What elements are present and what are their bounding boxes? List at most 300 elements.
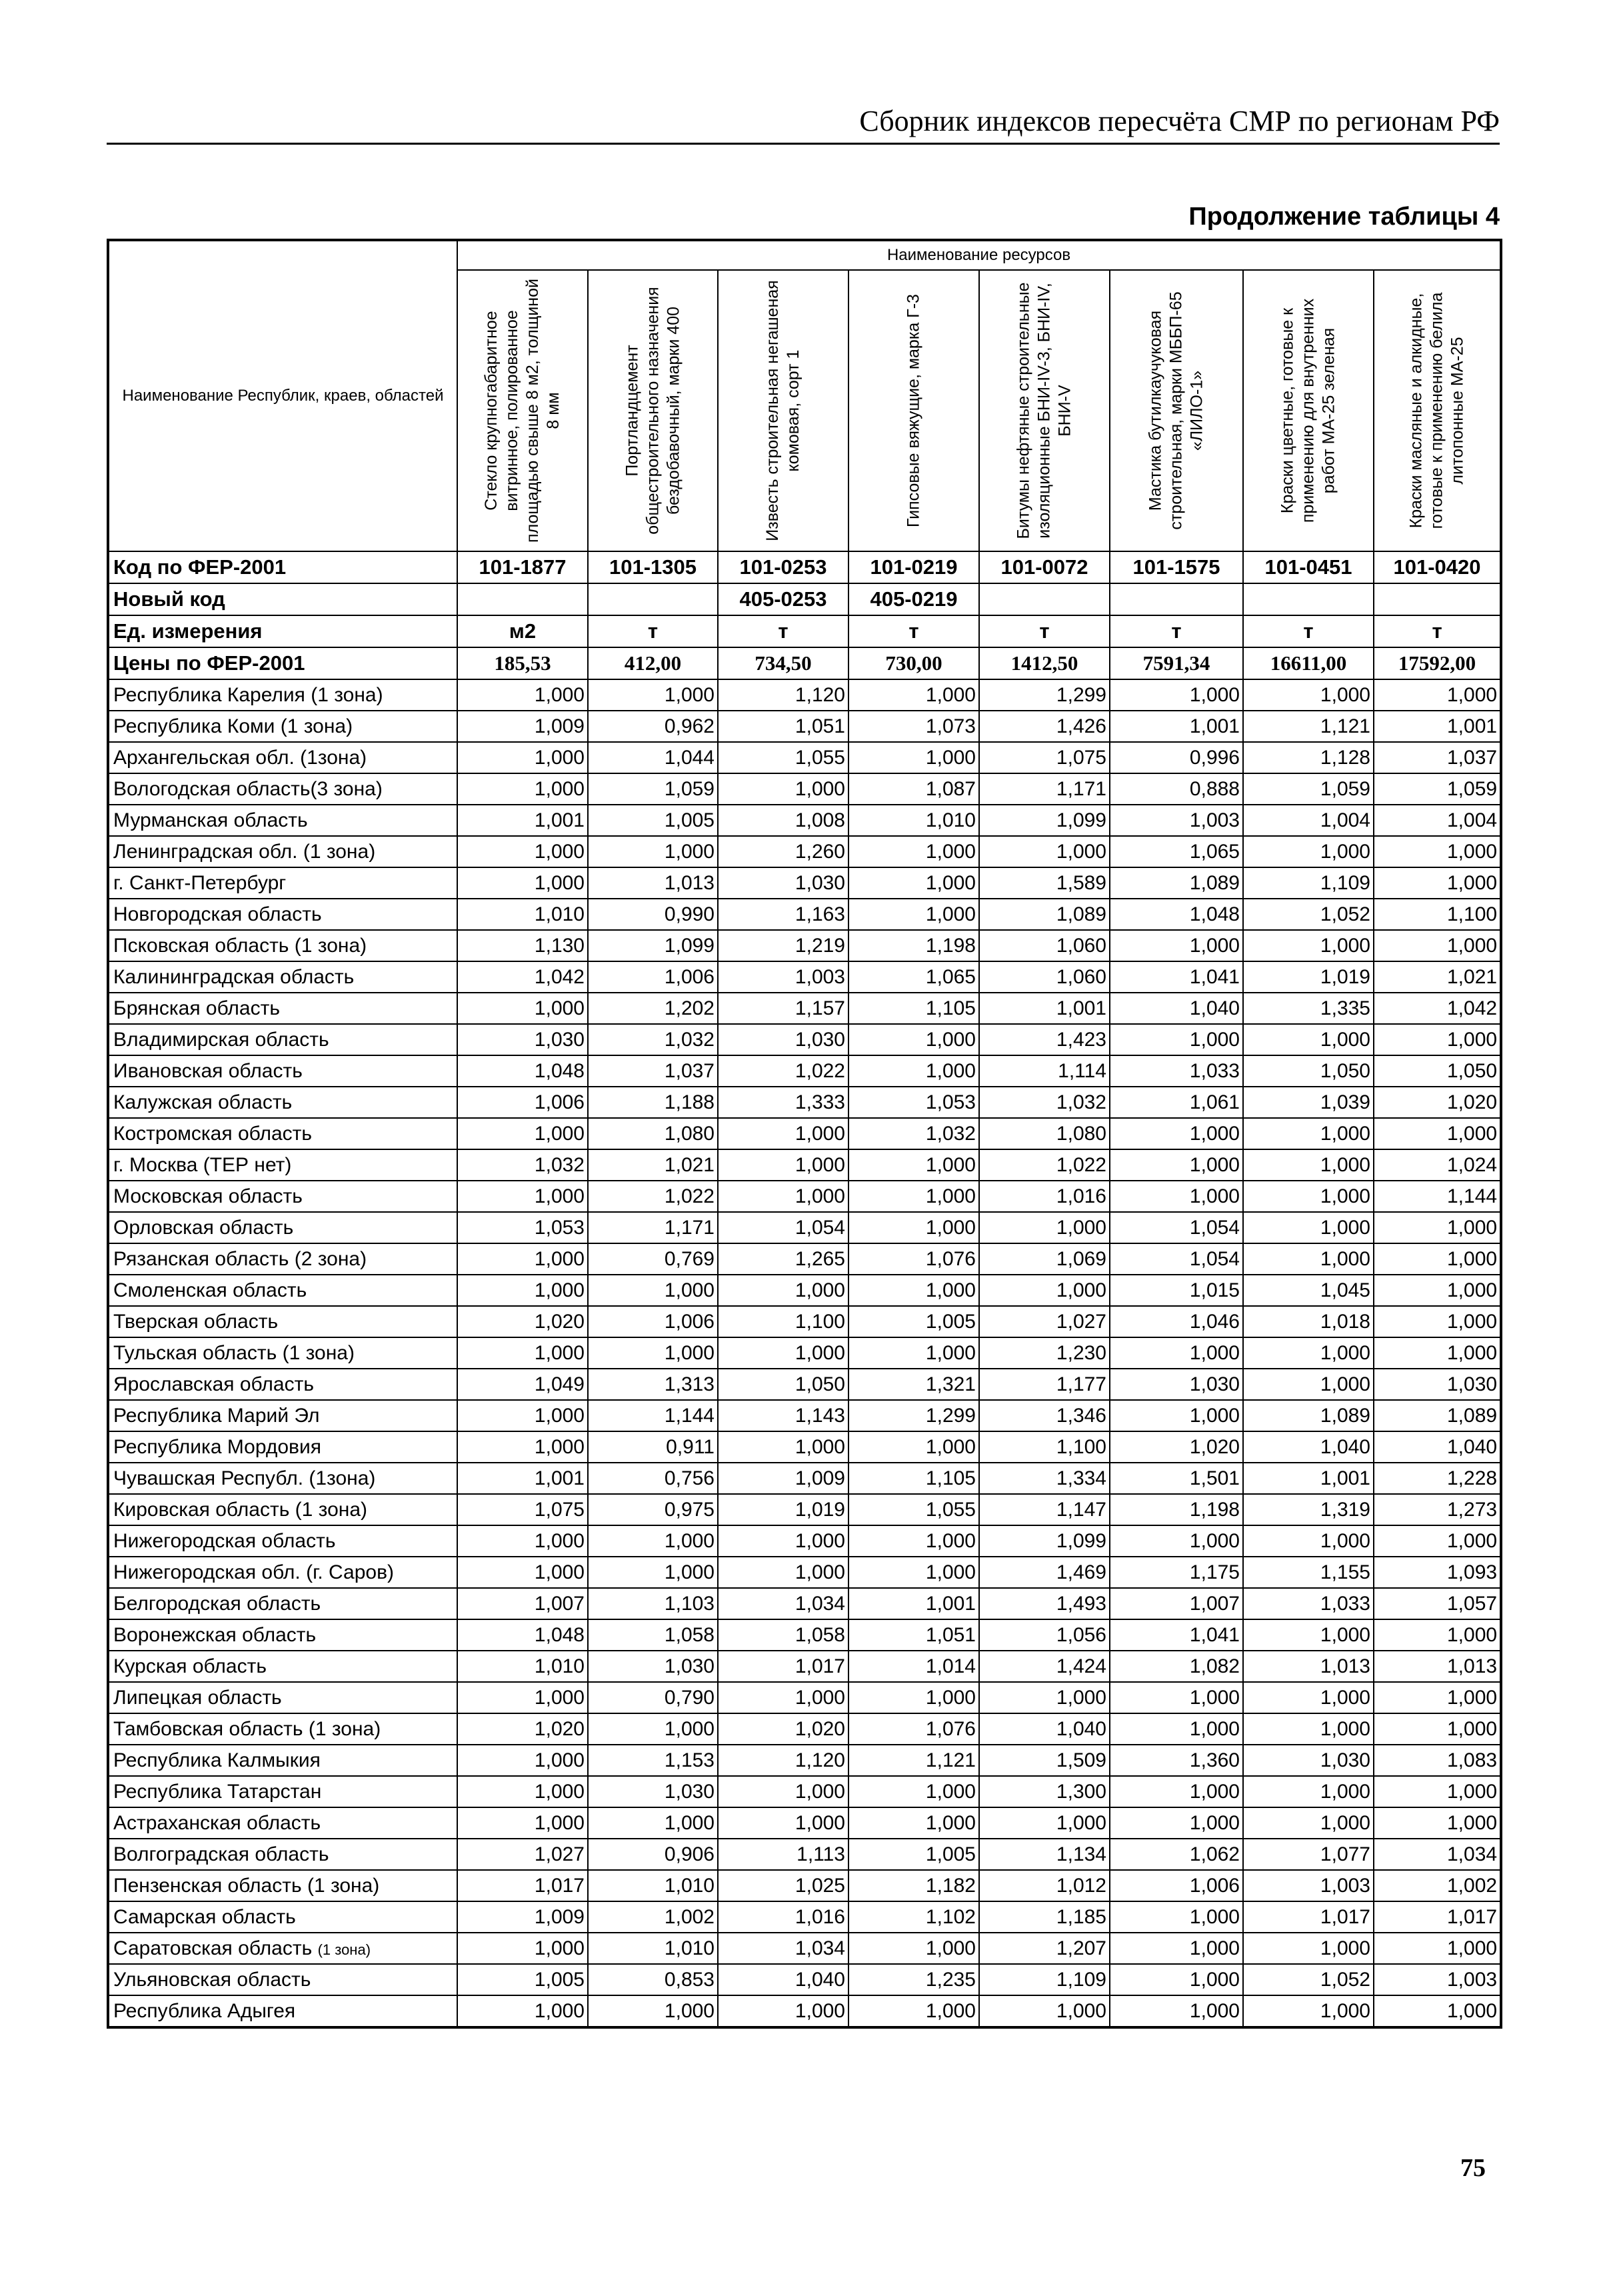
index-value-cell: 1,054 bbox=[1110, 1243, 1243, 1275]
index-value-cell: 1,000 bbox=[457, 1118, 588, 1149]
page-number: 75 bbox=[1460, 2154, 1486, 2182]
index-value-cell: 1,019 bbox=[718, 1494, 848, 1525]
index-value-cell: 1,039 bbox=[1243, 1087, 1374, 1118]
table-row bbox=[108, 1745, 1501, 1776]
index-value-cell: 1,093 bbox=[1374, 1557, 1501, 1588]
resource-column-header bbox=[1243, 270, 1374, 551]
index-value-cell: 1,000 bbox=[1243, 1118, 1374, 1149]
index-value-cell: 1,000 bbox=[848, 1933, 979, 1964]
index-value-cell: 1,000 bbox=[1110, 1525, 1243, 1557]
index-value-cell: 1,099 bbox=[979, 805, 1110, 836]
table-row bbox=[108, 1243, 1501, 1275]
price-row-cell: 7591,34 bbox=[1110, 647, 1243, 679]
new-code-row-cell bbox=[979, 583, 1110, 615]
region-name-cell bbox=[108, 1431, 457, 1463]
index-value-cell: 1,000 bbox=[457, 1431, 588, 1463]
region-name-cell bbox=[108, 1525, 457, 1557]
index-value-cell: 1,163 bbox=[718, 899, 848, 930]
index-value-cell: 1,037 bbox=[588, 1055, 718, 1087]
index-value-cell: 0,853 bbox=[588, 1964, 718, 1995]
index-value-cell: 1,000 bbox=[588, 679, 718, 711]
index-value-cell: 1,077 bbox=[1243, 1839, 1374, 1870]
index-value-cell: 1,040 bbox=[1374, 1431, 1501, 1463]
index-value-cell: 1,075 bbox=[979, 742, 1110, 773]
index-value-cell: 1,000 bbox=[848, 1995, 979, 2027]
price-row bbox=[108, 647, 1501, 679]
index-value-cell: 1,032 bbox=[588, 1024, 718, 1055]
table-row bbox=[108, 1431, 1501, 1463]
index-value-cell: 1,000 bbox=[1243, 1619, 1374, 1651]
unit-row-cell: т bbox=[1243, 615, 1374, 647]
index-value-cell: 1,022 bbox=[588, 1181, 718, 1212]
table-row bbox=[108, 1619, 1501, 1651]
resource-name: Стекло крупногабаритное витринное, полированное площадью свыше 8 м2, толщиной 8 мм bbox=[482, 279, 563, 543]
index-value-cell: 1,005 bbox=[848, 1839, 979, 1870]
index-value-cell: 1,053 bbox=[457, 1212, 588, 1243]
index-value-cell: 1,143 bbox=[718, 1400, 848, 1431]
region-name: Орловская область bbox=[113, 1216, 294, 1239]
index-value-cell: 1,182 bbox=[848, 1870, 979, 1901]
index-value-cell: 1,058 bbox=[588, 1619, 718, 1651]
index-value-cell: 0,962 bbox=[588, 711, 718, 742]
index-value-cell: 1,012 bbox=[979, 1870, 1110, 1901]
region-name-cell bbox=[108, 1306, 457, 1337]
index-value-cell: 1,089 bbox=[1243, 1400, 1374, 1431]
index-value-cell: 1,041 bbox=[1110, 1619, 1243, 1651]
index-value-cell: 1,000 bbox=[848, 1275, 979, 1306]
table-row bbox=[108, 1525, 1501, 1557]
table-row bbox=[108, 1933, 1501, 1964]
index-value-cell: 1,000 bbox=[718, 1181, 848, 1212]
index-value-cell: 1,000 bbox=[457, 867, 588, 899]
table-row bbox=[108, 899, 1501, 930]
index-value-cell: 1,299 bbox=[979, 679, 1110, 711]
index-value-cell: 1,050 bbox=[1243, 1055, 1374, 1087]
index-value-cell: 1,105 bbox=[848, 1463, 979, 1494]
index-value-cell: 1,008 bbox=[718, 805, 848, 836]
index-value-cell: 1,061 bbox=[1110, 1087, 1243, 1118]
region-name: Ярославская область bbox=[113, 1373, 314, 1395]
index-value-cell: 1,022 bbox=[718, 1055, 848, 1087]
index-value-cell: 1,000 bbox=[848, 1055, 979, 1087]
index-value-cell: 1,198 bbox=[848, 930, 979, 961]
region-name: г. Москва (ТЕР нет) bbox=[113, 1153, 292, 1176]
index-value-cell: 1,589 bbox=[979, 867, 1110, 899]
index-value-cell: 1,265 bbox=[718, 1243, 848, 1275]
index-value-cell: 1,000 bbox=[848, 742, 979, 773]
index-value-cell: 1,017 bbox=[718, 1651, 848, 1682]
table-row bbox=[108, 993, 1501, 1024]
region-name-cell bbox=[108, 993, 457, 1024]
table-row bbox=[108, 1181, 1501, 1212]
index-value-cell: 1,000 bbox=[1374, 1118, 1501, 1149]
index-value-cell: 1,020 bbox=[457, 1306, 588, 1337]
index-value-cell: 1,144 bbox=[1374, 1181, 1501, 1212]
index-value-cell: 1,114 bbox=[979, 1055, 1110, 1087]
index-value-cell: 1,000 bbox=[848, 1557, 979, 1588]
index-value-cell: 1,000 bbox=[1243, 1149, 1374, 1181]
index-value-cell: 1,000 bbox=[718, 1431, 848, 1463]
index-value-cell: 1,000 bbox=[457, 1933, 588, 1964]
index-value-cell: 1,000 bbox=[718, 1149, 848, 1181]
table-row bbox=[108, 1024, 1501, 1055]
index-value-cell: 1,000 bbox=[979, 1682, 1110, 1713]
index-value-cell: 1,010 bbox=[457, 899, 588, 930]
index-value-cell: 1,049 bbox=[457, 1369, 588, 1400]
index-value-cell: 1,089 bbox=[1110, 867, 1243, 899]
region-name-cell bbox=[108, 1745, 457, 1776]
region-name-cell bbox=[108, 1275, 457, 1306]
index-value-cell: 1,333 bbox=[718, 1087, 848, 1118]
region-name-cell bbox=[108, 930, 457, 961]
region-name: Тверская область bbox=[113, 1310, 279, 1333]
index-value-cell: 1,000 bbox=[457, 1807, 588, 1839]
table-row bbox=[108, 1807, 1501, 1839]
index-value-cell: 1,080 bbox=[979, 1118, 1110, 1149]
index-value-cell: 1,120 bbox=[718, 679, 848, 711]
index-value-cell: 1,000 bbox=[1110, 1807, 1243, 1839]
new-code-row-cell: 405-0253 bbox=[718, 583, 848, 615]
index-value-cell: 1,051 bbox=[848, 1619, 979, 1651]
index-value-cell: 1,042 bbox=[457, 961, 588, 993]
index-value-cell: 1,000 bbox=[1243, 1682, 1374, 1713]
index-value-cell: 1,010 bbox=[588, 1870, 718, 1901]
resource-column-header bbox=[457, 270, 588, 551]
index-value-cell: 1,059 bbox=[1243, 773, 1374, 805]
price-row-cell: 730,00 bbox=[848, 647, 979, 679]
index-value-cell: 1,045 bbox=[1243, 1275, 1374, 1306]
index-value-cell: 1,019 bbox=[1243, 961, 1374, 993]
new-code-row-cell bbox=[1243, 583, 1374, 615]
index-value-cell: 1,423 bbox=[979, 1024, 1110, 1055]
price-row-cell: 17592,00 bbox=[1374, 647, 1501, 679]
index-value-cell: 1,009 bbox=[718, 1463, 848, 1494]
index-value-cell: 1,000 bbox=[1243, 1807, 1374, 1839]
index-value-cell: 1,273 bbox=[1374, 1494, 1501, 1525]
index-value-cell: 1,009 bbox=[457, 1901, 588, 1933]
region-name: Липецкая область bbox=[113, 1686, 282, 1709]
index-value-cell: 1,037 bbox=[1374, 742, 1501, 773]
region-name: Мурманская область bbox=[113, 809, 308, 831]
region-name: Смоленская область bbox=[113, 1279, 307, 1301]
region-name: Ивановская область bbox=[113, 1059, 303, 1082]
index-value-cell: 1,000 bbox=[718, 1337, 848, 1369]
fer-code-row-cell: 101-0451 bbox=[1243, 551, 1374, 583]
index-value-cell: 1,000 bbox=[1374, 1995, 1501, 2027]
index-value-cell: 1,032 bbox=[848, 1118, 979, 1149]
region-header-text: Наименование Республик, краев, областей bbox=[122, 387, 444, 405]
index-value-cell: 1,313 bbox=[588, 1369, 718, 1400]
index-value-cell: 1,000 bbox=[1243, 1181, 1374, 1212]
new-code-row-cell bbox=[457, 583, 588, 615]
index-value-cell: 1,000 bbox=[848, 1337, 979, 1369]
index-value-cell: 1,015 bbox=[1110, 1275, 1243, 1306]
index-value-cell: 1,000 bbox=[718, 1807, 848, 1839]
index-value-cell: 1,024 bbox=[1374, 1149, 1501, 1181]
index-value-cell: 1,100 bbox=[1374, 899, 1501, 930]
region-name-cell bbox=[108, 1369, 457, 1400]
index-value-cell: 1,000 bbox=[979, 1212, 1110, 1243]
region-name: Пензенская область (1 зона) bbox=[113, 1874, 380, 1897]
index-value-cell: 1,030 bbox=[1110, 1369, 1243, 1400]
index-value-cell: 1,000 bbox=[1243, 1369, 1374, 1400]
unit-row-cell: т bbox=[1110, 615, 1243, 647]
index-value-cell: 1,089 bbox=[979, 899, 1110, 930]
region-column-header bbox=[108, 240, 457, 551]
index-value-cell: 1,000 bbox=[848, 1212, 979, 1243]
index-value-cell: 1,000 bbox=[848, 836, 979, 867]
table-row bbox=[108, 1713, 1501, 1745]
index-value-cell: 1,048 bbox=[457, 1055, 588, 1087]
index-value-cell: 1,022 bbox=[979, 1149, 1110, 1181]
index-value-cell: 1,000 bbox=[1110, 1400, 1243, 1431]
index-value-cell: 1,000 bbox=[457, 1337, 588, 1369]
index-value-cell: 1,103 bbox=[588, 1588, 718, 1619]
index-value-cell: 1,105 bbox=[848, 993, 979, 1024]
region-name-cell bbox=[108, 1870, 457, 1901]
index-value-cell: 1,000 bbox=[457, 1243, 588, 1275]
new-code-row-cell bbox=[1110, 583, 1243, 615]
index-value-cell: 1,032 bbox=[457, 1149, 588, 1181]
unit-row-cell: т bbox=[718, 615, 848, 647]
table-row bbox=[108, 1964, 1501, 1995]
table-body bbox=[108, 551, 1501, 2027]
index-value-cell: 1,073 bbox=[848, 711, 979, 742]
fer-code-row-cell: 101-0072 bbox=[979, 551, 1110, 583]
new-code-row-cell bbox=[1374, 583, 1501, 615]
table-row bbox=[108, 1463, 1501, 1494]
index-value-cell: 1,000 bbox=[457, 1995, 588, 2027]
index-value-cell: 1,000 bbox=[848, 1024, 979, 1055]
table-row bbox=[108, 679, 1501, 711]
index-value-cell: 1,018 bbox=[1243, 1306, 1374, 1337]
table-row bbox=[108, 1682, 1501, 1713]
index-value-cell: 1,042 bbox=[1374, 993, 1501, 1024]
index-value-cell: 1,003 bbox=[718, 961, 848, 993]
index-value-cell: 1,013 bbox=[588, 867, 718, 899]
index-value-cell: 1,082 bbox=[1110, 1651, 1243, 1682]
index-value-cell: 1,000 bbox=[1110, 1776, 1243, 1807]
index-value-cell: 1,033 bbox=[1243, 1588, 1374, 1619]
table-row bbox=[108, 961, 1501, 993]
index-value-cell: 1,046 bbox=[1110, 1306, 1243, 1337]
index-value-cell: 1,121 bbox=[1243, 711, 1374, 742]
index-value-cell: 1,493 bbox=[979, 1588, 1110, 1619]
table-row bbox=[108, 1400, 1501, 1431]
price-row-cell: 16611,00 bbox=[1243, 647, 1374, 679]
region-name-cell bbox=[108, 961, 457, 993]
index-value-cell: 1,000 bbox=[848, 1525, 979, 1557]
table-row bbox=[108, 1901, 1501, 1933]
index-value-cell: 1,120 bbox=[718, 1745, 848, 1776]
index-value-cell: 1,007 bbox=[457, 1588, 588, 1619]
index-value-cell: 1,175 bbox=[1110, 1557, 1243, 1588]
index-value-cell: 1,030 bbox=[457, 1024, 588, 1055]
index-value-cell: 1,000 bbox=[718, 1525, 848, 1557]
index-value-cell: 1,202 bbox=[588, 993, 718, 1024]
index-value-cell: 1,171 bbox=[588, 1212, 718, 1243]
region-name-cell bbox=[108, 1181, 457, 1212]
table-row bbox=[108, 1995, 1501, 2027]
index-value-cell: 0,906 bbox=[588, 1839, 718, 1870]
region-name: Кировская область (1 зона) bbox=[113, 1498, 368, 1521]
index-value-cell: 1,087 bbox=[848, 773, 979, 805]
index-value-cell: 1,032 bbox=[979, 1087, 1110, 1118]
index-value-cell: 1,003 bbox=[1110, 805, 1243, 836]
new-code-row-cell bbox=[588, 583, 718, 615]
region-name: Республика Коми (1 зона) bbox=[113, 715, 353, 737]
index-value-cell: 0,790 bbox=[588, 1682, 718, 1713]
index-value-cell: 1,010 bbox=[588, 1933, 718, 1964]
region-name: Самарская область bbox=[113, 1905, 296, 1928]
index-value-cell: 1,000 bbox=[718, 1682, 848, 1713]
index-value-cell: 1,001 bbox=[1110, 711, 1243, 742]
index-value-cell: 1,000 bbox=[1243, 1525, 1374, 1557]
index-value-cell: 1,109 bbox=[979, 1964, 1110, 1995]
region-name-cell bbox=[108, 1682, 457, 1713]
index-value-cell: 1,009 bbox=[457, 711, 588, 742]
index-value-cell: 1,021 bbox=[588, 1149, 718, 1181]
index-value-cell: 1,469 bbox=[979, 1557, 1110, 1588]
table-row bbox=[108, 711, 1501, 742]
index-value-cell: 1,153 bbox=[588, 1745, 718, 1776]
index-value-cell: 1,052 bbox=[1243, 899, 1374, 930]
resource-column-header bbox=[1110, 270, 1243, 551]
table-row bbox=[108, 930, 1501, 961]
region-name-cell bbox=[108, 1933, 457, 1964]
region-name: Нижегородская область bbox=[113, 1529, 336, 1552]
index-value-cell: 1,006 bbox=[588, 961, 718, 993]
index-value-cell: 1,000 bbox=[457, 679, 588, 711]
index-value-cell: 1,005 bbox=[588, 805, 718, 836]
index-value-cell: 1,000 bbox=[1374, 1933, 1501, 1964]
index-value-cell: 1,010 bbox=[848, 805, 979, 836]
index-value-cell: 1,000 bbox=[588, 836, 718, 867]
index-value-cell: 1,000 bbox=[1110, 930, 1243, 961]
index-value-cell: 1,006 bbox=[1110, 1870, 1243, 1901]
index-value-cell: 1,040 bbox=[1110, 993, 1243, 1024]
price-row-cell: 734,50 bbox=[718, 647, 848, 679]
index-value-cell: 1,050 bbox=[718, 1369, 848, 1400]
index-value-cell: 1,000 bbox=[1374, 1619, 1501, 1651]
index-value-cell: 1,000 bbox=[1110, 679, 1243, 711]
unit-row-cell: т bbox=[848, 615, 979, 647]
resource-column-header bbox=[1374, 270, 1501, 551]
index-value-cell: 1,000 bbox=[1374, 1713, 1501, 1745]
index-value-cell: 1,099 bbox=[979, 1525, 1110, 1557]
table-row bbox=[108, 1776, 1501, 1807]
index-value-cell: 1,000 bbox=[1243, 1243, 1374, 1275]
index-value-cell: 1,134 bbox=[979, 1839, 1110, 1870]
index-value-cell: 1,000 bbox=[1374, 1275, 1501, 1306]
index-value-cell: 1,000 bbox=[457, 773, 588, 805]
index-value-cell: 1,055 bbox=[848, 1494, 979, 1525]
index-value-cell: 1,000 bbox=[979, 836, 1110, 867]
table-row bbox=[108, 1149, 1501, 1181]
region-name: Курская область bbox=[113, 1655, 267, 1677]
index-value-cell: 1,000 bbox=[1374, 1306, 1501, 1337]
region-name-cell bbox=[108, 899, 457, 930]
index-value-cell: 1,426 bbox=[979, 711, 1110, 742]
region-name-cell bbox=[108, 1713, 457, 1745]
index-value-cell: 1,207 bbox=[979, 1933, 1110, 1964]
index-value-cell: 1,005 bbox=[457, 1964, 588, 1995]
region-name: Республика Адыгея bbox=[113, 1999, 296, 2022]
header-title: Сборник индексов пересчёта СМР по регионам РФ bbox=[859, 105, 1500, 137]
index-value-cell: 1,130 bbox=[457, 930, 588, 961]
index-value-cell: 0,996 bbox=[1110, 742, 1243, 773]
index-value-cell: 1,000 bbox=[718, 1118, 848, 1149]
index-value-cell: 1,040 bbox=[1243, 1431, 1374, 1463]
index-value-cell: 1,001 bbox=[848, 1588, 979, 1619]
index-value-cell: 1,299 bbox=[848, 1400, 979, 1431]
index-value-cell: 1,100 bbox=[979, 1431, 1110, 1463]
region-name: Астраханская область bbox=[113, 1811, 321, 1834]
index-value-cell: 1,030 bbox=[718, 1024, 848, 1055]
resource-column-header bbox=[588, 270, 718, 551]
index-value-cell: 1,155 bbox=[1243, 1557, 1374, 1588]
index-value-cell: 1,069 bbox=[979, 1243, 1110, 1275]
index-value-cell: 1,102 bbox=[848, 1901, 979, 1933]
index-value-cell: 1,059 bbox=[588, 773, 718, 805]
index-value-cell: 1,016 bbox=[979, 1181, 1110, 1212]
table-row bbox=[108, 1369, 1501, 1400]
resource-name: Известь строительная негашеная комовая, сорт 1 bbox=[763, 280, 803, 541]
resource-column-header bbox=[848, 270, 979, 551]
index-value-cell: 1,335 bbox=[1243, 993, 1374, 1024]
index-value-cell: 1,030 bbox=[718, 867, 848, 899]
index-value-cell: 1,040 bbox=[979, 1713, 1110, 1745]
index-value-cell: 1,321 bbox=[848, 1369, 979, 1400]
index-value-cell: 1,027 bbox=[979, 1306, 1110, 1337]
index-value-cell: 1,000 bbox=[848, 679, 979, 711]
index-value-cell: 1,000 bbox=[457, 1745, 588, 1776]
index-value-cell: 1,000 bbox=[1110, 1118, 1243, 1149]
index-value-cell: 1,025 bbox=[718, 1870, 848, 1901]
region-name: Брянская область bbox=[113, 997, 280, 1019]
index-value-cell: 1,058 bbox=[718, 1619, 848, 1651]
table-row bbox=[108, 836, 1501, 867]
index-value-cell: 1,001 bbox=[457, 805, 588, 836]
index-value-cell: 1,000 bbox=[588, 1557, 718, 1588]
region-name-cell bbox=[108, 1118, 457, 1149]
unit-row-cell: т bbox=[1374, 615, 1501, 647]
fer-code-row-cell: 101-1877 bbox=[457, 551, 588, 583]
index-value-cell: 1,000 bbox=[1243, 1995, 1374, 2027]
region-name: Волгоградская область bbox=[113, 1843, 329, 1865]
index-value-cell: 1,300 bbox=[979, 1776, 1110, 1807]
index-value-cell: 1,060 bbox=[979, 930, 1110, 961]
region-name-cell bbox=[108, 867, 457, 899]
index-value-cell: 1,157 bbox=[718, 993, 848, 1024]
table-row bbox=[108, 1055, 1501, 1087]
index-value-cell: 1,056 bbox=[979, 1619, 1110, 1651]
index-value-cell: 1,000 bbox=[457, 1275, 588, 1306]
region-name-cell bbox=[108, 1149, 457, 1181]
index-value-cell: 1,000 bbox=[588, 1337, 718, 1369]
resource-column-header bbox=[979, 270, 1110, 551]
index-value-cell: 1,000 bbox=[1243, 1337, 1374, 1369]
index-value-cell: 1,054 bbox=[1110, 1212, 1243, 1243]
index-value-cell: 1,002 bbox=[1374, 1870, 1501, 1901]
region-name: Тульская область (1 зона) bbox=[113, 1341, 355, 1364]
fer-code-row-cell: 101-0219 bbox=[848, 551, 979, 583]
index-value-cell: 1,089 bbox=[1374, 1400, 1501, 1431]
index-value-cell: 1,109 bbox=[1243, 867, 1374, 899]
region-name: Псковская область (1 зона) bbox=[113, 934, 367, 957]
index-value-cell: 1,000 bbox=[848, 1149, 979, 1181]
index-value-cell: 1,346 bbox=[979, 1400, 1110, 1431]
